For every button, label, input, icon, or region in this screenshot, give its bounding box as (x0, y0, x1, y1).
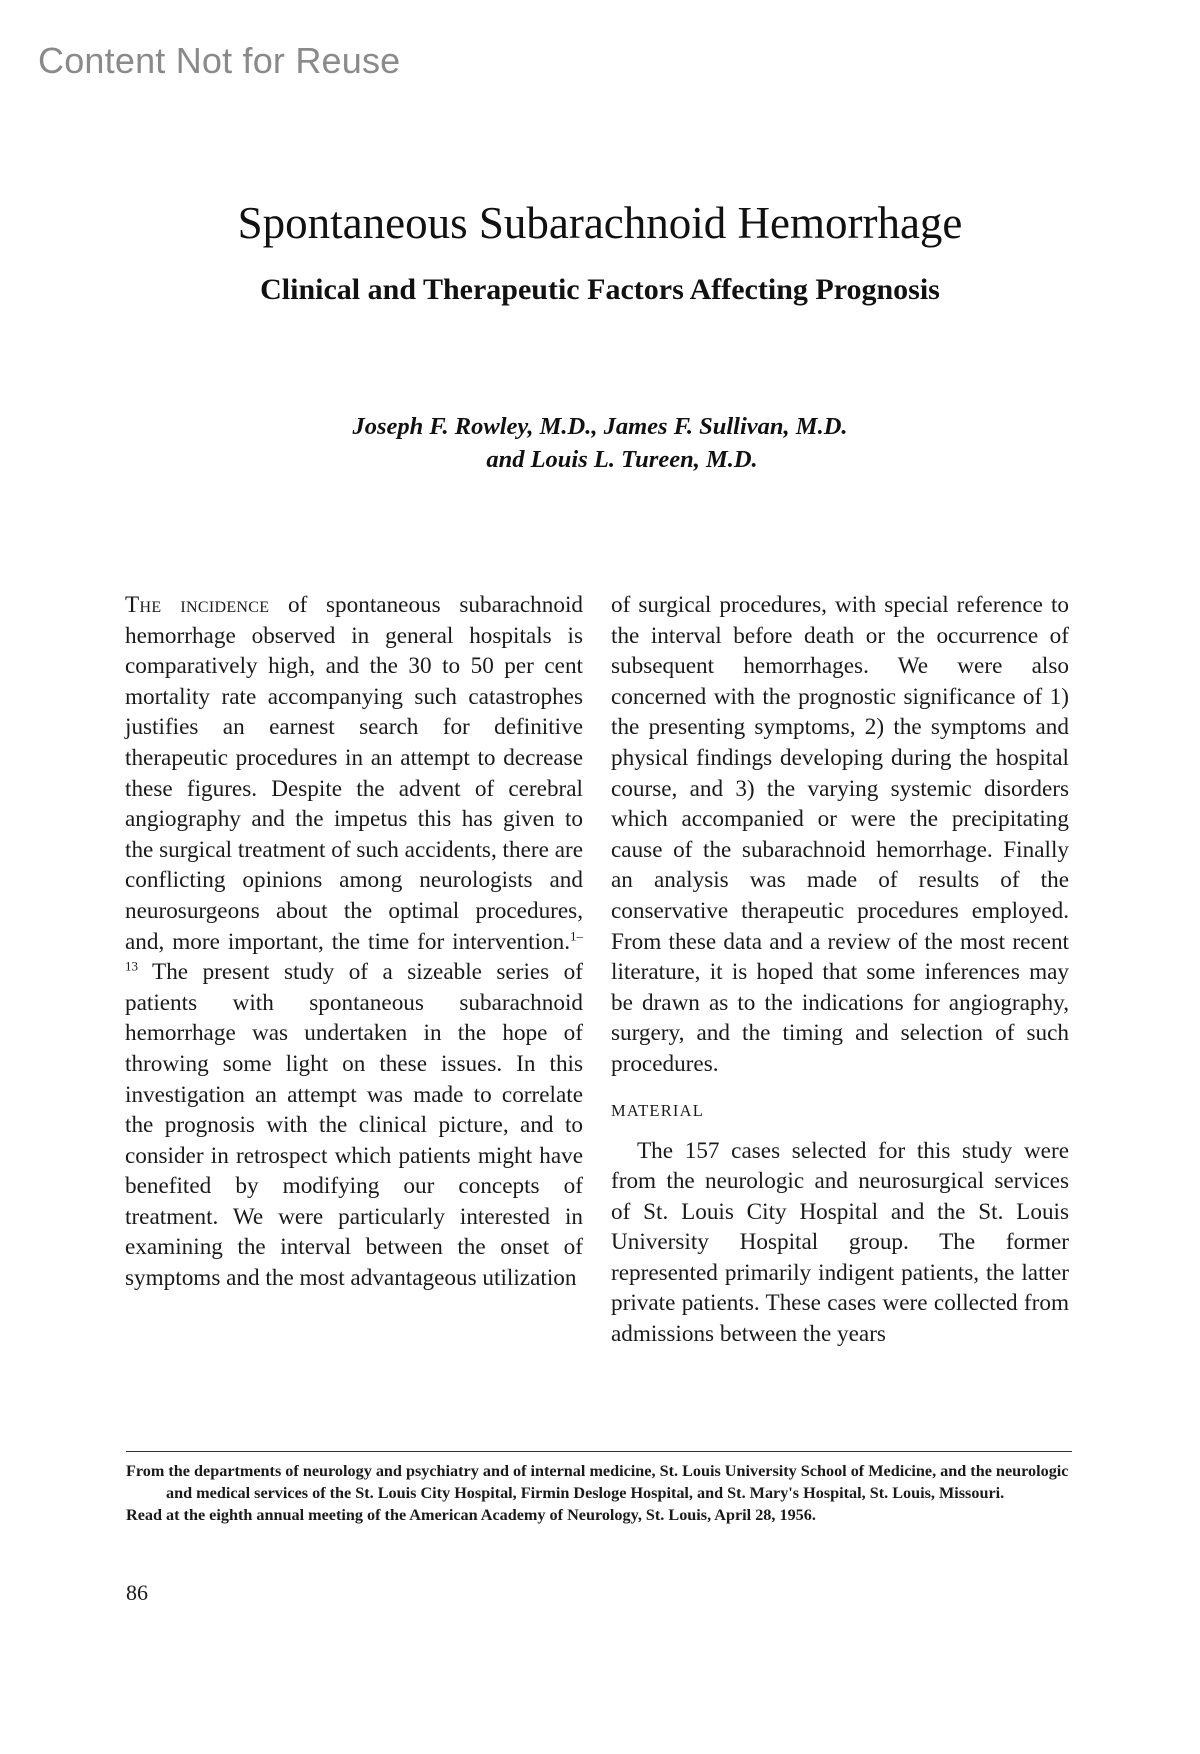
footnote-affiliation: From the departments of neurology and psychiatry and of internal medicine, St. Louis University School of Medicine, and the neurologic and medical services of the St. Louis City Hospital, Firmin Desloge Hospital, and St. Mary's Hospital, St. Louis, Missouri. (126, 1462, 1069, 1502)
author-list (0, 410, 1200, 476)
section-heading-material: MATERIAL (611, 1100, 705, 1120)
article-subtitle: Clinical and Therapeutic Factors Affecting Prognosis (260, 273, 940, 306)
authors-line-1: Joseph F. Rowley, M.D., James F. Sullivan, M.D. (352, 413, 848, 440)
footnotes (126, 1460, 1072, 1526)
text-column-right (611, 590, 1069, 1350)
article-title: Spontaneous Subarachnoid Hemorrhage (237, 198, 963, 248)
text-column-left (125, 590, 583, 1294)
intro-text-part-2: The present study of a sizeable series of patients with spontaneous subarachnoid hemorrhage was undertaken in the hope of throwing some light on these issues. In this investigation an attempt was made to correlate the prognosis with the clinical picture, and to consider in retrospect which patients might have benefited by modifying our concepts of treatment. We were particularly interested in examining the interval between the onset of symptoms and the most advantageous utilization (125, 959, 583, 1292)
reference-superscript: 1–13 (125, 927, 583, 974)
intro-paragraph (125, 590, 583, 1294)
intro-paragraph-continued: of surgical procedures, with special reference to the interval before death or the occurrence of subsequent hemorrhages. We were also concerned with the prognostic significance of 1) the presenting symptoms, 2) the symptoms and physical findings developing during the hospital course, and 3) the varying systemic disorders which accompanied or were the precipitating cause of the subarachnoid hemorrhage. Finally an analysis was made of results of the conservative therapeutic procedures employed. From these data and a review of the most recent literature, it is hoped that some inferences may be drawn as to the indications for angiography, surgery, and the timing and selection of such procedures. (611, 592, 1069, 1077)
authors-line-2: and Louis L. Tureen, M.D. (486, 446, 758, 473)
lead-small-caps: The incidence (125, 592, 270, 618)
material-paragraph: The 157 cases selected for this study were from the neurologic and neurosurgical services of St. Louis City Hospital and the St. Louis University Hospital group. The former represented primarily indigent patients, the latter private patients. These cases were collected from admissions between the years (611, 1137, 1069, 1348)
footnote-presentation: Read at the eighth annual meeting of the American Academy of Neurology, St. Louis, April 28, 1956. (126, 1506, 816, 1524)
footnote-divider (126, 1451, 1072, 1452)
page-number: 86 (126, 1580, 148, 1605)
intro-text-part-1: of spontaneous subarachnoid hemorrhage observed in general hospitals is comparatively high, and the 30 to 50 per cent mortality rate accompanying such catastrophes justifies an earnest search for definitive therapeutic procedures in an attempt to decrease these figures. Despite the advent of cerebral angiography and the impetus this has given to the surgical treatment of such accidents, there are conflicting opinions among neurologists and neurosurgeons about the optimal procedures, and, more important, the time for intervention. (125, 592, 583, 955)
watermark-text: Content Not for Reuse (38, 40, 401, 81)
